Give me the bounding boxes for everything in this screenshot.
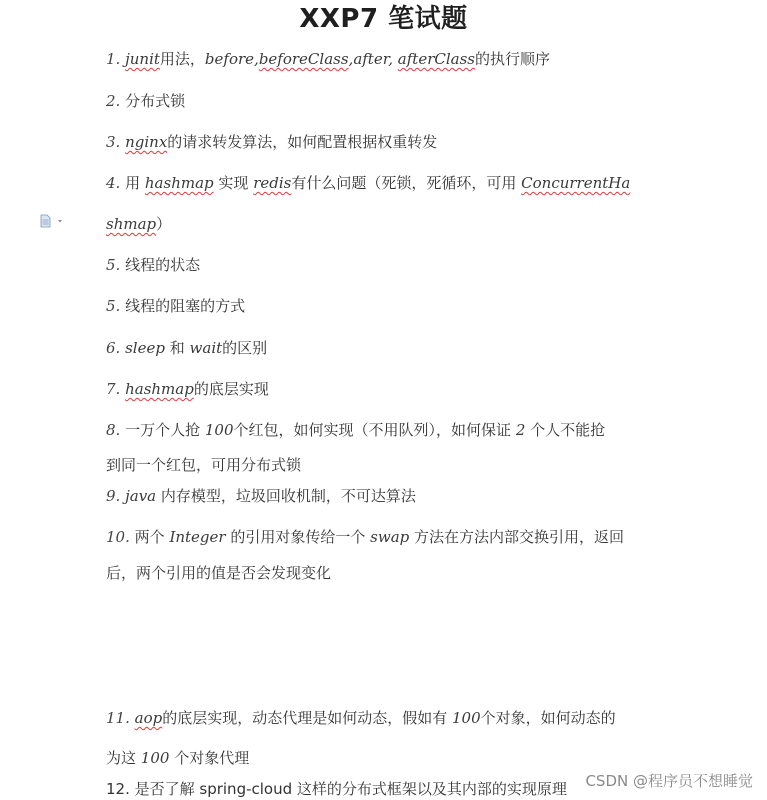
term-java: java [125, 487, 157, 505]
question-12-cutoff [106, 780, 626, 799]
term-swap: swap [370, 528, 410, 546]
term-nginx: nginx [125, 133, 168, 151]
term-junit: junit [125, 50, 160, 68]
question-7 [106, 378, 269, 400]
question-number: 2. [106, 92, 121, 110]
question-text: 两个 [134, 528, 165, 546]
question-11 [106, 707, 616, 729]
term-redis: redis [253, 174, 292, 192]
question-number: 9. [106, 487, 121, 505]
question-text: 12. 是否了解 spring-cloud 这样的分布式框架以及其内部的实现原理 [106, 780, 567, 798]
question-3 [106, 131, 437, 153]
question-text: ） [156, 215, 172, 233]
question-text: 个红包，如何实现（不用队列），如何保证 [233, 421, 512, 439]
page-title: XXP7 笔试题 [299, 4, 468, 34]
question-text: 一万个人抢 [125, 421, 201, 439]
term-sleep: sleep [125, 339, 165, 357]
question-text: 有什么问题（死锁，死循环，可用 [291, 174, 517, 192]
document-icon[interactable] [39, 214, 65, 228]
punct: , [254, 50, 259, 68]
question-text: 实现 [218, 174, 249, 192]
question-6 [106, 337, 267, 359]
question-text: 后，两个引用的值是否会发现变化 [106, 564, 332, 582]
question-text: 的请求转发算法，如何配置根据权重转发 [167, 133, 438, 151]
question-text: 个人不能抢 [530, 421, 606, 439]
question-text: 的底层实现，动态代理是如何动态，假如有 [162, 709, 448, 727]
question-text: 的区别 [222, 339, 268, 357]
question-text: 的引用对象传给一个 [230, 528, 366, 546]
number-100: 100 [204, 421, 234, 439]
question-2 [106, 90, 185, 112]
question-number: 8. [106, 421, 121, 439]
question-number: 5. [106, 256, 121, 274]
term-hashmap: hashmap [144, 174, 214, 192]
question-5b [106, 295, 245, 317]
question-number: 4. [106, 174, 121, 192]
term-concurrenthashmap-part2: shmap [106, 215, 157, 233]
question-text: 方法在方法内部交换引用，返回 [414, 528, 625, 546]
question-8 [106, 419, 605, 441]
question-text: 的底层实现 [193, 380, 269, 398]
question-text: 分布式锁 [125, 92, 186, 110]
term-concurrenthashmap-part1: ConcurrentHa [521, 174, 631, 192]
question-text: 为这 [106, 749, 137, 767]
csdn-watermark: CSDN @程序员不想睡觉 [585, 772, 753, 790]
number-100: 100 [140, 749, 170, 767]
question-text: 线程的状态 [125, 256, 201, 274]
question-number: 7. [106, 380, 121, 398]
question-number: 3. [106, 133, 121, 151]
question-text: 到同一个红包，可用分布式锁 [106, 456, 302, 474]
term-hashmap: hashmap [125, 380, 194, 398]
question-4 [106, 172, 630, 194]
question-number: 11. [106, 709, 130, 727]
question-10-continued [106, 562, 331, 584]
question-text: 和 [169, 339, 185, 357]
question-text: 用 [125, 174, 141, 192]
term-aop: aop [134, 709, 163, 727]
number-2: 2 [515, 421, 526, 439]
question-number: 5. [106, 297, 121, 315]
question-text: 个对象代理 [174, 749, 250, 767]
question-text: 线程的阻塞的方式 [125, 297, 246, 315]
question-11-continued [106, 747, 249, 769]
term-after: ,after, [348, 50, 394, 68]
term-before: before [204, 50, 255, 68]
question-1 [106, 48, 550, 70]
question-text: 内存模型，垃圾回收机制，不可达算法 [160, 487, 416, 505]
question-8-continued [106, 454, 301, 476]
question-10 [106, 526, 624, 548]
number-100: 100 [452, 709, 481, 727]
question-9 [106, 485, 416, 507]
question-number: 6. [106, 339, 121, 357]
term-integer: Integer [169, 528, 226, 546]
question-text: 用法， [159, 50, 205, 68]
term-wait: wait [189, 339, 223, 357]
term-afterclass: afterClass [397, 50, 475, 68]
question-number: 10. [106, 528, 130, 546]
question-5a [106, 254, 200, 276]
question-4-continued [106, 213, 171, 235]
question-text: 的执行顺序 [474, 50, 550, 68]
question-number: 1. [106, 50, 121, 68]
question-text: 个对象，如何动态的 [480, 709, 616, 727]
term-beforeclass: beforeClass [258, 50, 349, 68]
